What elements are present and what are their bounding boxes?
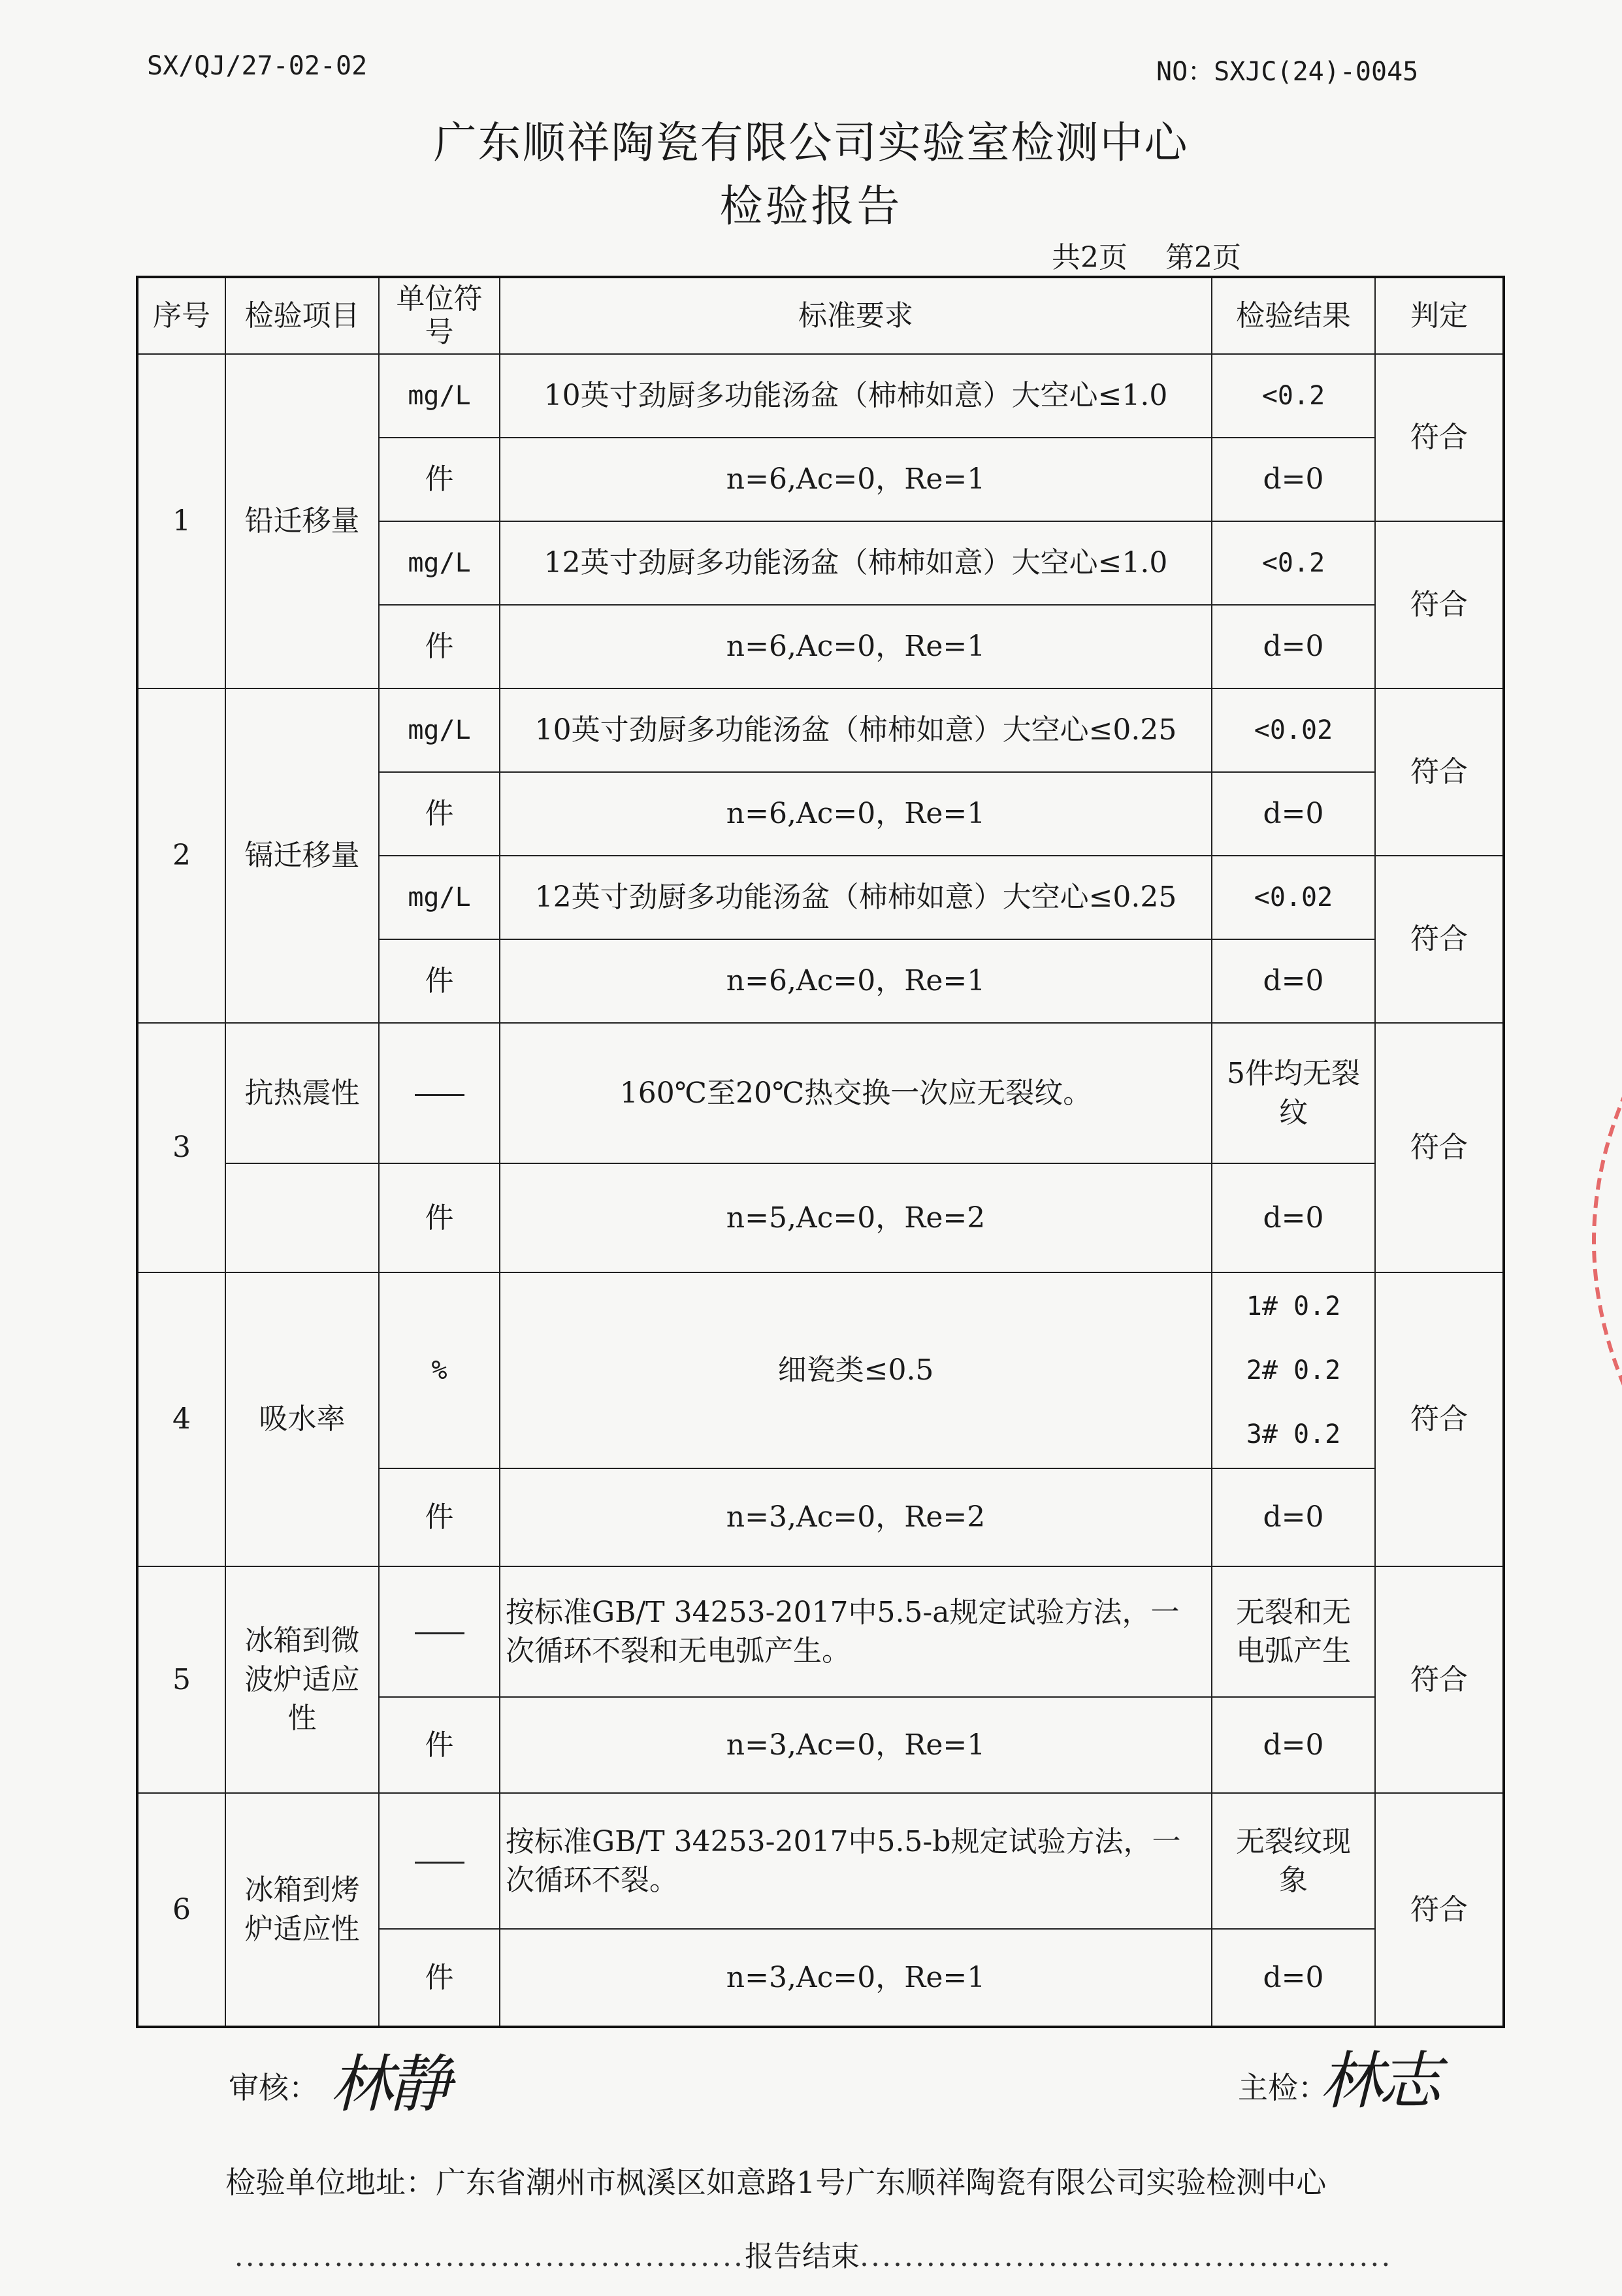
row6-seq: 6 (137, 1793, 225, 2027)
row2-g2-unit2: 件 (379, 939, 500, 1023)
row3-result2: d=0 (1212, 1163, 1375, 1272)
row3-verdict: 符合 (1375, 1023, 1504, 1272)
table-row (137, 1272, 1504, 1468)
inspection-address: 检验单位地址：广东省潮州市枫溪区如意路1号广东顺祥陶瓷有限公司实验检测中心 (225, 2165, 1327, 2200)
dash-mark (415, 1094, 464, 1096)
row1-g2-unit: mg/L (379, 521, 500, 605)
row1-g1-standard: 10英寸劲厨多功能汤盆（柿柿如意）大空心≤1.0 (500, 354, 1212, 438)
col-unit-label: 单位符号 (396, 282, 483, 349)
inspector-label: 主检： (1238, 2070, 1328, 2105)
table-row (137, 1566, 1504, 1697)
row1-item: 铅迁移量 (225, 354, 379, 688)
row6-standard: 按标准GB/T 34253-2017中5.5-b规定试验方法，一次循环不裂。 (500, 1793, 1212, 1929)
row3-standard: 160℃至20℃热交换一次应无裂纹。 (500, 1023, 1212, 1163)
row2-g1-unit: mg/L (379, 688, 500, 772)
table-row (137, 1023, 1504, 1163)
row2-g1-result: <0.02 (1212, 688, 1375, 772)
row2-item: 镉迁移量 (225, 688, 379, 1023)
row6-result-text: 无裂纹现象 (1236, 1824, 1351, 1897)
col-item: 检验项目 (225, 277, 379, 354)
row4-standard: 细瓷类≤0.5 (500, 1272, 1212, 1468)
row3-result-text: 5件均无裂纹 (1227, 1057, 1360, 1129)
row2-g1-result2: d=0 (1212, 772, 1375, 856)
inspector-block (1238, 2064, 1328, 2107)
row2-g1-standard2: n=6,Ac=0，Re=1 (500, 772, 1212, 856)
reviewer-signature: 林静 (330, 2048, 447, 2121)
row4-seq: 4 (137, 1272, 225, 1566)
row5-unit2: 件 (379, 1697, 500, 1793)
row4-unit2: 件 (379, 1468, 500, 1566)
row3-item: 抗热震性 (225, 1023, 379, 1163)
row2-seq: 2 (137, 688, 225, 1023)
row1-g2-result2: d=0 (1212, 605, 1375, 688)
row1-g1-unit: mg/L (379, 354, 500, 438)
row5-item (225, 1566, 379, 1793)
row1-g2-standard2: n=6,Ac=0，Re=1 (500, 605, 1212, 688)
row5-result-text: 无裂和无电弧产生 (1236, 1595, 1351, 1668)
row5-item-text: 冰箱到微波炉适应性 (244, 1624, 360, 1736)
row1-g2-unit2: 件 (379, 605, 500, 688)
row6-item (225, 1793, 379, 2027)
current-page: 第2页 (1165, 241, 1241, 274)
row6-item-text: 冰箱到烤炉适应性 (244, 1873, 360, 1946)
row1-g1-standard2: n=6,Ac=0，Re=1 (500, 438, 1212, 521)
doc-code: SX/QJ/27-02-02 (147, 51, 368, 81)
table-row (137, 1163, 1504, 1272)
row2-g1-standard: 10英寸劲厨多功能汤盆（柿柿如意）大空心≤0.25 (500, 688, 1212, 772)
row3-item-blank (225, 1163, 379, 1272)
row6-result (1212, 1793, 1375, 1929)
row2-g2-result: <0.02 (1212, 856, 1375, 939)
dash-mark (415, 1632, 464, 1634)
row2-g1-verdict: 符合 (1375, 688, 1504, 856)
org-title: 广东顺祥陶瓷有限公司实验室检测中心 (433, 118, 1189, 168)
report-end-line (216, 2233, 1411, 2274)
row1-g2-standard: 12英寸劲厨多功能汤盆（柿柿如意）大空心≤1.0 (500, 521, 1212, 605)
row1-g1-unit2: 件 (379, 438, 500, 521)
row1-g1-result2: d=0 (1212, 438, 1375, 521)
row2-g2-result2: d=0 (1212, 939, 1375, 1023)
col-verdict: 判定 (1375, 277, 1504, 354)
report-title: 检验报告 (719, 181, 903, 231)
report-end: 报告结束 (745, 2240, 860, 2273)
row2-g2-verdict: 符合 (1375, 856, 1504, 1023)
row1-seq: 1 (137, 354, 225, 688)
row4-verdict: 符合 (1375, 1272, 1504, 1566)
row2-g2-unit: mg/L (379, 856, 500, 939)
col-result: 检验结果 (1212, 277, 1375, 354)
row4-result-3: 3# 0.2 (1246, 1419, 1341, 1449)
col-standard: 标准要求 (500, 277, 1212, 354)
row6-unit (379, 1793, 500, 1929)
dash-mark (415, 1862, 464, 1864)
total-pages: 共2页 (1052, 241, 1127, 274)
row4-unit: % (379, 1272, 500, 1468)
row2-g1-unit2: 件 (379, 772, 500, 856)
row1-g2-verdict: 符合 (1375, 521, 1504, 688)
page-indicator (1052, 234, 1279, 276)
row2-g2-standard: 12英寸劲厨多功能汤盆（柿柿如意）大空心≤0.25 (500, 856, 1212, 939)
row4-result-2: 2# 0.2 (1246, 1355, 1341, 1385)
dots-right: ................................................ (860, 2240, 1393, 2273)
row5-verdict: 符合 (1375, 1566, 1504, 1793)
table-row (137, 1793, 1504, 1929)
row4-result-1: 1# 0.2 (1246, 1291, 1341, 1321)
row4-result2: d=0 (1212, 1468, 1375, 1566)
col-unit (379, 277, 500, 354)
row5-result (1212, 1566, 1375, 1697)
row5-result2: d=0 (1212, 1697, 1375, 1793)
row5-seq: 5 (137, 1566, 225, 1793)
row5-standard2: n=3,Ac=0，Re=1 (500, 1697, 1212, 1793)
table-header-row (137, 277, 1504, 354)
row4-results (1212, 1272, 1375, 1468)
row6-verdict: 符合 (1375, 1793, 1504, 2027)
row3-unit (379, 1023, 500, 1163)
row3-unit2: 件 (379, 1163, 500, 1272)
table-row (137, 688, 1504, 772)
reviewer-block (229, 2064, 319, 2107)
red-seal-fragment (1555, 1078, 1622, 1404)
seal-arc (1555, 1078, 1622, 1404)
row5-unit (379, 1566, 500, 1697)
row2-g2-standard2: n=6,Ac=0，Re=1 (500, 939, 1212, 1023)
row4-item: 吸水率 (225, 1272, 379, 1566)
dots-left: .............................................. (234, 2240, 745, 2273)
col-seq: 序号 (137, 277, 225, 354)
row6-unit2: 件 (379, 1929, 500, 2027)
row3-result (1212, 1023, 1375, 1163)
row3-standard2: n=5,Ac=0，Re=2 (500, 1163, 1212, 1272)
row6-result2: d=0 (1212, 1929, 1375, 2027)
row5-standard: 按标准GB/T 34253-2017中5.5-a规定试验方法，一次循环不裂和无电弧产生。 (500, 1566, 1212, 1697)
table-row (137, 354, 1504, 438)
reviewer-label: 审核： (229, 2070, 319, 2105)
report-number: NO：SXJC(24)-0045 (1156, 57, 1419, 87)
row1-g2-result: <0.2 (1212, 521, 1375, 605)
row3-seq: 3 (137, 1023, 225, 1272)
inspection-table (136, 276, 1505, 2028)
row1-g1-result: <0.2 (1212, 354, 1375, 438)
row6-standard2: n=3,Ac=0，Re=1 (500, 1929, 1212, 2027)
row1-g1-verdict: 符合 (1375, 354, 1504, 521)
inspector-signature: 林志 (1320, 2045, 1437, 2118)
row4-standard2: n=3,Ac=0，Re=2 (500, 1468, 1212, 1566)
